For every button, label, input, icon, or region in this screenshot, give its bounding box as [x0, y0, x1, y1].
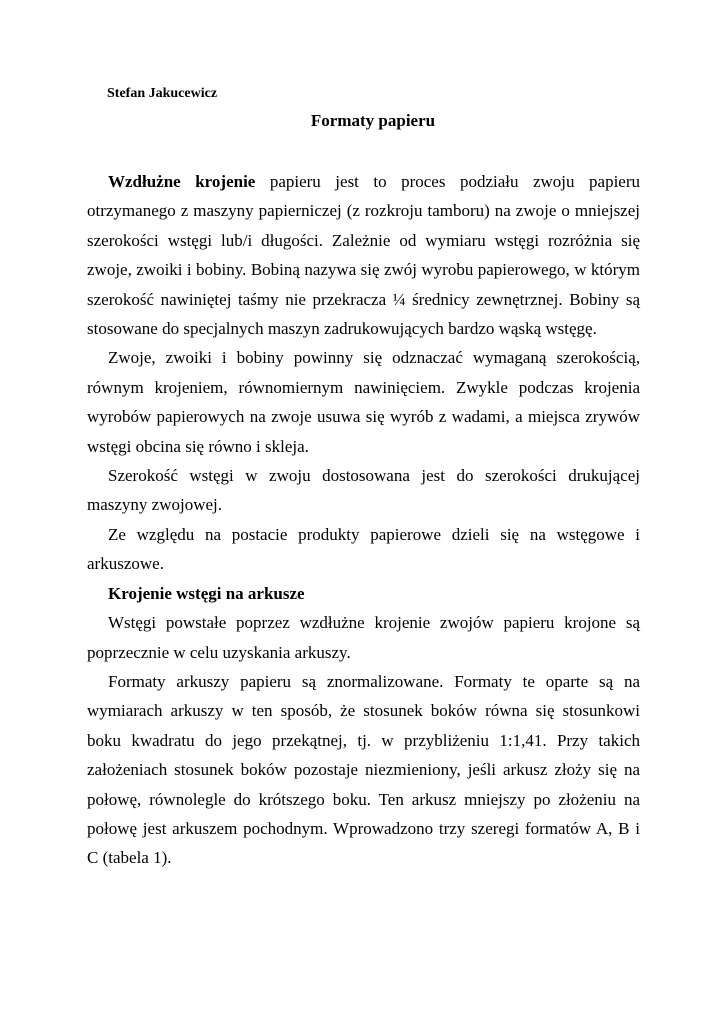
paragraph-6: Formaty arkuszy papieru są znormalizowane. Formaty te oparte są na wymiarach arkuszy w ten sposób, że stosunek boków równa się stosunkowi boku kwadratu do jego przekątnej, tj. w przybliżeniu 1:1,41. Przy takich założeniach stosunek boków pozostaje niezmieniony, jeśli arkusz złoży się na połowę, równolegle do krótszego boku. Ten arkusz mniejszy po złożeniu na połowę jest arkuszem pochodnym. Wprowadzono trzy szeregi formatów A, B i C (tabela 1). [87, 671, 640, 868]
paragraph-3: Szerokość wstęgi w zwoju dostosowana jest do szerokości drukującej maszyny zwojowej. [87, 466, 640, 515]
document-title: Formaty papieru [310, 111, 436, 130]
author-name: Stefan Jakucewicz [107, 86, 218, 101]
document-body [87, 167, 640, 873]
section-heading: Krojenie wstęgi na arkusze [108, 583, 305, 603]
paragraph-1-text: papieru jest to proces podziału zwoju papieru otrzymanego z maszyny papierniczej (z rozkroju tamboru) na zwoje o mniejszej szerokości wstęgi lub/i długości. Zależnie od wymiaru wstęgi rozróżnia się zwoje, zwoiki i bobiny. Bobiną nazywa się zwój wyrobu papierowego, w którym szerokość nawiniętej taśmy nie przekracza ¼ średnicy zewnętrznej. Bobiny są stosowane do specjalnych maszyn zadrukowujących bardzo wąską wstęgę. [87, 172, 640, 339]
paragraph-1 [87, 167, 640, 343]
bold-term: Wzdłużne krojenie [108, 172, 256, 191]
paragraph-2: Zwoje, zwoiki i bobiny powinny się odznaczać wymaganą szerokością, równym krojeniem, równomiernym nawinięciem. Zwykle podczas krojenia wyrobów papierowych na zwoje usuwa się wyrób z wadami, a miejsca zrywów wstęgi obcina się równo i skleja. [87, 348, 640, 456]
paragraph-4: Ze względu na postacie produkty papierowe dzieli się na wstęgowe i arkuszowe. [87, 524, 640, 574]
paragraph-5: Wstęgi powstałe poprzez wzdłużne krojenie zwojów papieru krojone są poprzecznie w celu uzyskania arkuszy. [87, 613, 640, 662]
